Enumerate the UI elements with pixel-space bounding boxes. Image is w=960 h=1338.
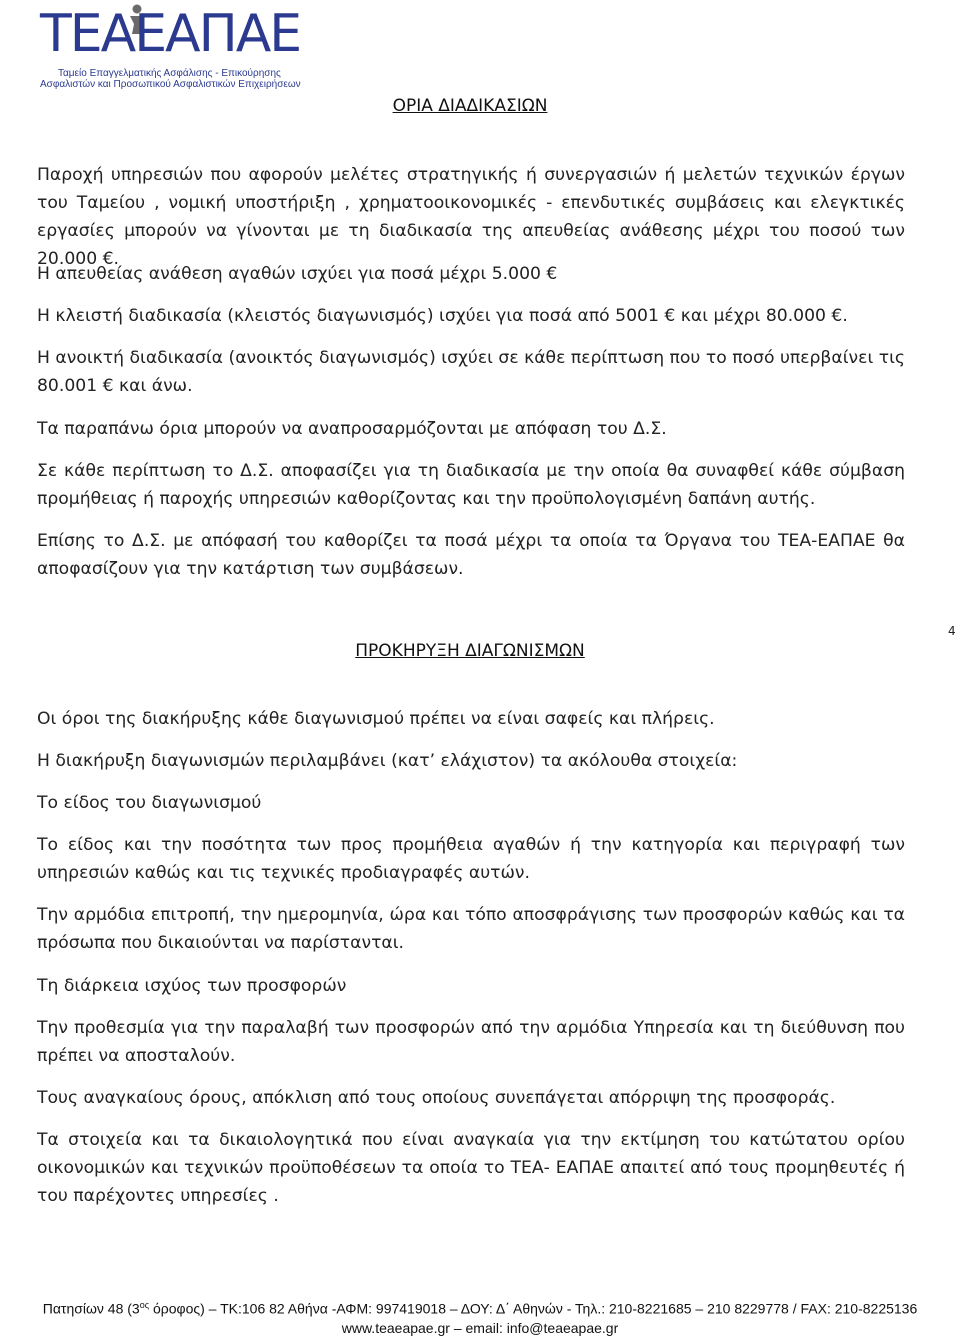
paragraph: Η απευθείας ανάθεση αγαθών ισχύει για ποσά μέχρι 5.000 € [37, 264, 558, 284]
section-heading-limits: ΟΡΙΑ ΔΙΑΔΙΚΑΣΙΩΝ [392, 96, 548, 116]
section-heading-tenders: ΠΡΟΚΗΡΥΞΗ ΔΙΑΓΩΝΙΣΜΩΝ [355, 641, 585, 661]
paragraph: Την αρμόδια επιτροπή, την ημερομηνία, ώρα και τόπο αποσφράγισης των προσφορών καθώς και τα πρόσωπα που δικαιούνται να παρίστανται. [37, 905, 905, 953]
paragraph: Τα στοιχεία και τα δικαιολογητικά που είναι αναγκαία για την εκτίμηση του κατώτατου ορίου οικονομικών και τεχνικών προϋποθέσεων τα οποία το ΤΕΑ- ΕΑΠΑΕ απαιτεί από τους προμηθευτές ή του παρέχοντες υπηρεσίες . [37, 1130, 905, 1206]
logo-wordmark: ΤΕΑΕΑΠΑΕ [40, 4, 301, 64]
paragraph: Η κλειστή διαδικασία (κλειστός διαγωνισμός) ισχύει για ποσά από 5001 € και μέχρι 80.000 €. [37, 306, 848, 326]
paragraph: Η ανοικτή διαδικασία (ανοικτός διαγωνισμός) ισχύει σε κάθε περίπτωση που το ποσό υπερβαίνει τις 80.001 € και άνω. [37, 348, 905, 396]
logo-subtitle-line2: Ασφαλιστών και Προσωπικού Ασφαλιστικών Επιχειρήσεων [40, 79, 301, 90]
paragraph: Τη διάρκεια ισχύος των προσφορών [37, 976, 347, 996]
paragraph: Οι όροι της διακήρυξης κάθε διαγωνισμού πρέπει να είναι σαφείς και πλήρεις. [37, 709, 715, 729]
paragraph: Σε κάθε περίπτωση το Δ.Σ. αποφασίζει για τη διαδικασία με την οποία θα συναφθεί κάθε σύμβαση προμήθειας ή παροχής υπηρεσιών καθορίζοντας και την προϋπολογισμένη δαπάνη αυτής. [37, 461, 905, 509]
paragraph: Παροχή υπηρεσιών που αφορούν μελέτες στρατηγικής ή συνεργασιών ή μελετών τεχνικών έργων του Ταμείου , νομική υποστήριξη , χρηματοοικονομικές - επενδυτικές συμβάσεις και ελεγκτικές εργασίες μπορούν να γίνονται με τη διαδικασία της απευθείας ανάθεσης μέχρι του ποσού των 20.000 €. [37, 165, 905, 269]
logo-subtitle-line1: Ταμείο Επαγγελματικής Ασφάλισης - Επικούρησης [58, 68, 281, 79]
footer-address-end: όροφος) – ΤΚ:106 82 Αθήνα -ΑΦΜ: 997419018 – ΔΟΥ: Δ΄ Αθηνών - Τηλ.: 210-8221685 – 210 8229778 / FAX: 210-8225136 [149, 1300, 918, 1317]
footer-address-start: Πατησίων 48 (3 [42, 1300, 140, 1317]
paragraph: Την προθεσμία για την παραλαβή των προσφορών από την αρμόδια Υπηρεσία και τη διεύθυνση που πρέπει να αποσταλούν. [37, 1018, 905, 1066]
footer-floor-suffix: ος [139, 1300, 150, 1310]
paragraph: Το είδος του διαγωνισμού [37, 793, 262, 813]
footer-contact: www.teaeapae.gr – email: info@teaeapae.gr [341, 1320, 619, 1336]
page-number: 4 [948, 624, 956, 638]
paragraph: Τα παραπάνω όρια μπορούν να αναπροσαρμόζονται με απόφαση του Δ.Σ. [37, 419, 667, 439]
logo [40, 4, 301, 90]
paragraph: Η διακήρυξη διαγωνισμών περιλαμβάνει (κατ’ ελάχιστον) τα ακόλουθα στοιχεία: [37, 751, 738, 771]
footer-address [0, 1300, 960, 1317]
paragraph: Το είδος και την ποσότητα των προς προμήθεια αγαθών ή την κατηγορία και περιγραφή των υπηρεσιών καθώς και τις τεχνικές προδιαγραφές αυτών. [37, 835, 905, 883]
paragraph: Τους αναγκαίους όρους, απόκλιση από τους οποίους συνεπάγεται απόρριψη της προσφοράς. [37, 1088, 836, 1108]
paragraph: Επίσης το Δ.Σ. με απόφασή του καθορίζει τα ποσά μέχρι τα οποία τα Όργανα του ΤΕΑ-ΕΑΠΑΕ θα αποφασίζουν για την κατάρτιση των συμβάσεων. [37, 531, 905, 579]
